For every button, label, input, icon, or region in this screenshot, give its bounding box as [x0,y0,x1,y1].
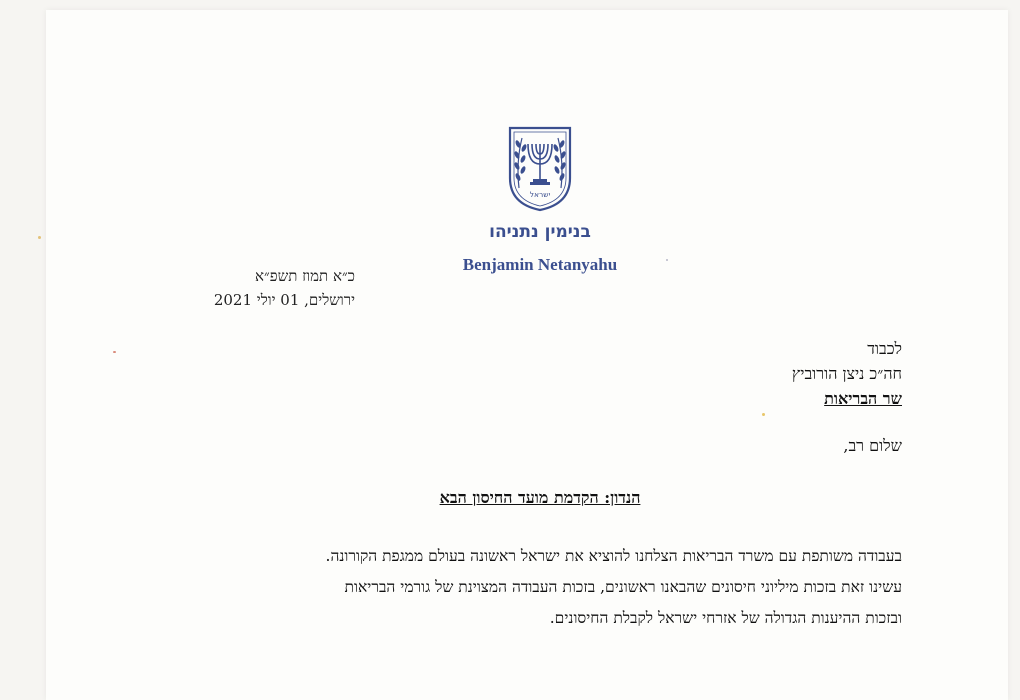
body-line: עשינו זאת בזכות מיליוני חיסונים שהבאנו ראשונים, בזכות העבודה המצוינת של גורמי הבריאות [344,578,902,596]
place-and-date: ירושלים, 01 יולי 2021 [213,291,355,309]
addressee-name: חה״כ ניצן הורוביץ [791,364,902,383]
emblem-caption: ישראל [529,190,551,199]
state-emblem-icon [506,124,574,212]
body-line: בעבודה משותפת עם משרד הבריאות הצלחנו להוציא את ישראל ראשונה בעולם ממגפת הקורונה. [325,547,902,565]
addressee-title: שר הבריאות [824,389,902,408]
letter-body [190,541,902,634]
addressee-honorific: לכבוד [867,339,902,358]
date-block [190,264,355,312]
scan-speck [38,236,41,239]
subject-line: הנדון: הקדמת מועד החיסון הבא [439,488,641,507]
greeting: שלום רב, [843,436,902,455]
hebrew-date: כ״א תמוז תשפ״א [255,267,355,285]
sender-name-hebrew: בנימין נתניהו [489,222,591,242]
scan-speck [666,259,668,261]
addressee-block [642,336,902,411]
scan-speck [113,351,116,353]
body-line: ובזכות ההיענות הגדולה של אזרחי ישראל לקבלת החיסונים. [549,609,902,627]
sender-name-english: Benjamin Netanyahu [462,255,618,274]
scan-speck [762,413,765,416]
